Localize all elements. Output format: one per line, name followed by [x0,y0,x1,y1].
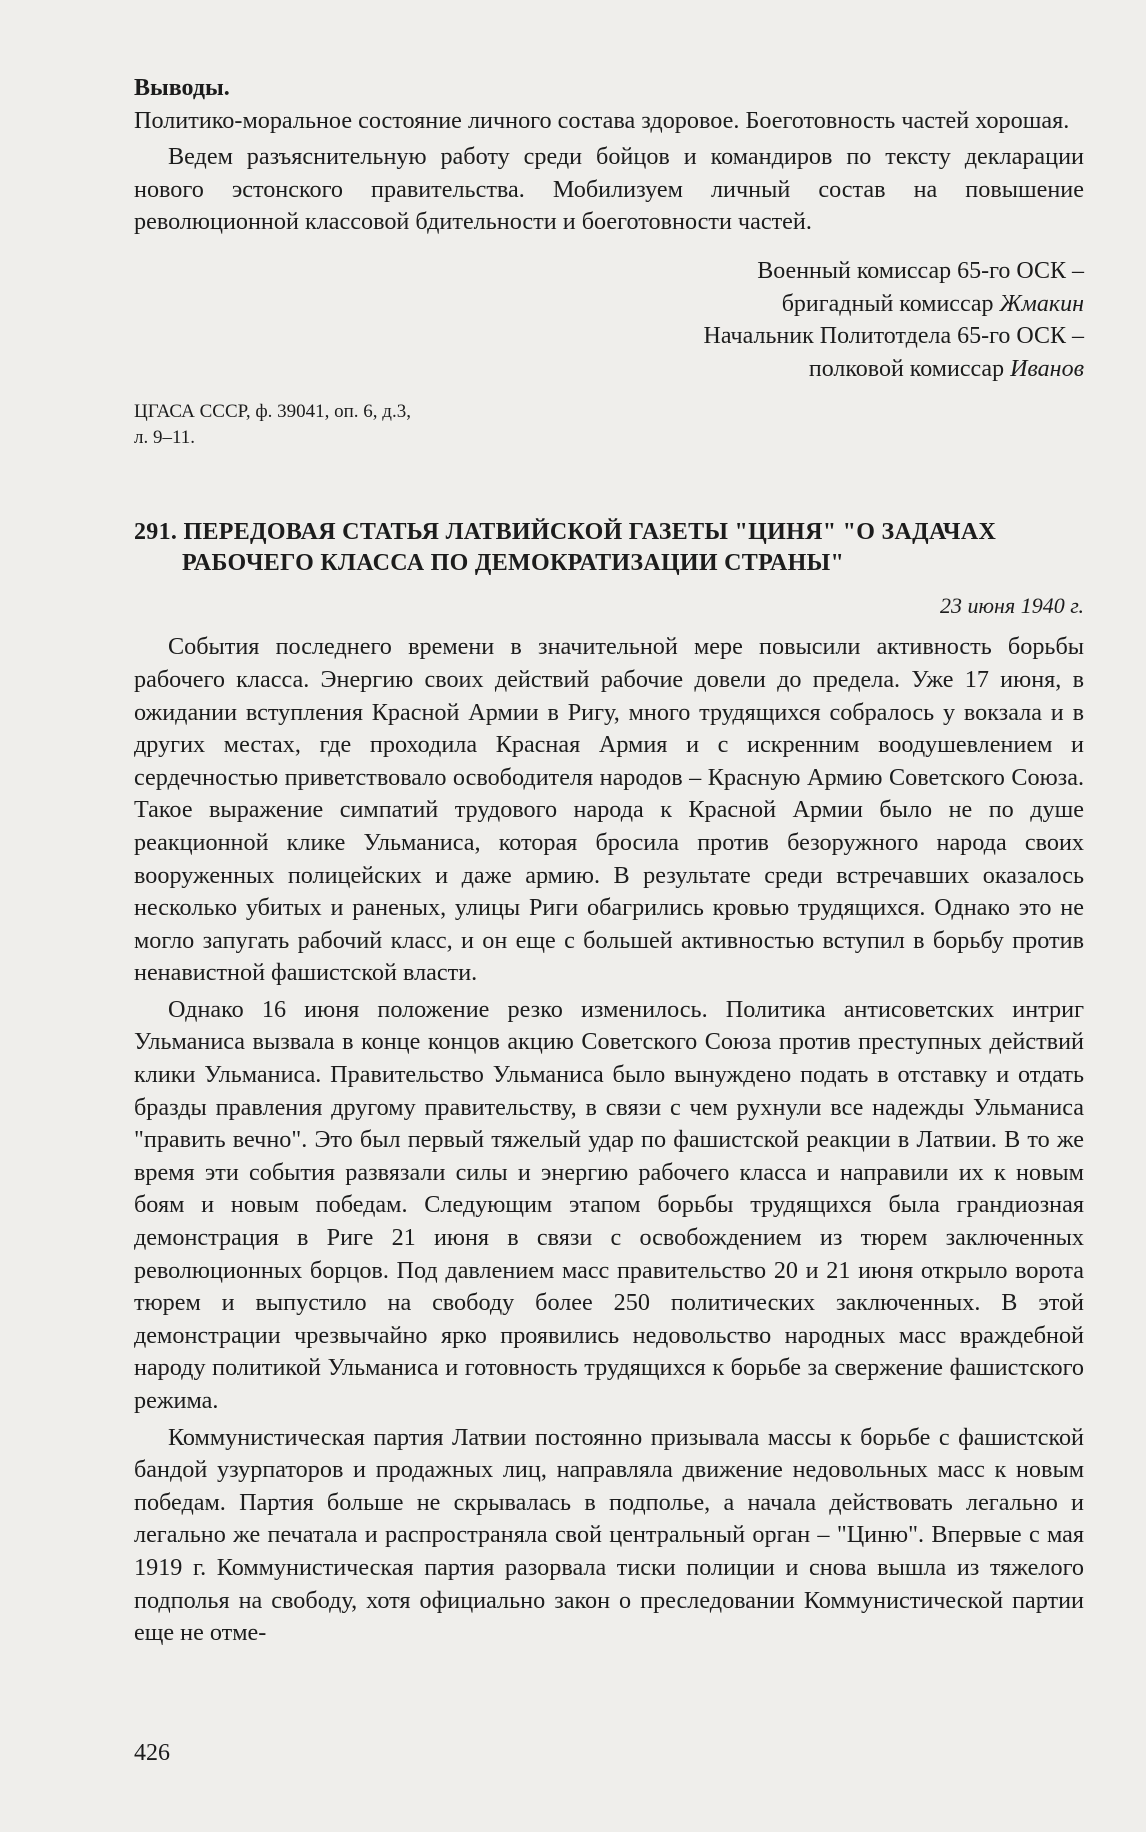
signatory-name-1: Жмакин [999,290,1084,317]
document-title-line-1: 291. ПЕРЕДОВАЯ СТАТЬЯ ЛАТВИЙСКОЙ ГАЗЕТЫ "ЦИНЯ" "О ЗАДАЧАХ [134,519,997,546]
document-title [134,517,1084,579]
article-paragraph-3: Коммунистическая партия Латвии постоянно призывала массы к борьбе с фашистской бандой узурпаторов и продажных лиц, направляла движение недовольных масс к новым победам. Партия больше не скрывалась в подполье, а начала действовать легально и легально же печатала и распространяла свой центральный орган – "Циню". Впервые с мая 1919 г. Коммунистическая партия разорвала тиски полиции и снова вышла из тяжелого подполья на свободу, хотя официально закон о преследовании Коммунистической партии еще не отме- [134,1423,1084,1647]
signature-line-4: полковой комиссар Иванов [808,355,1084,382]
document-date: 23 июня 1940 г. [940,593,1084,619]
signature-line-2: бригадный комиссар Жмакин [781,290,1084,317]
archive-reference-line-2: л. 9–11. [134,427,196,449]
signature-line-1: Военный комиссар 65-го ОСК – [757,257,1084,284]
signatory-name-2: Иванов [1010,355,1084,382]
archive-reference [134,399,1084,451]
signature-line-3: Начальник Политотдела 65-го ОСК – [703,323,1084,350]
archive-reference-line-1: ЦГАСА СССР, ф. 39041, оп. 6, д.3, [134,401,411,423]
page-number: 426 [134,1740,170,1766]
text-column [134,72,1084,1650]
conclusions-paragraph-1: Политико-моральное состояние личного состава здоровое. Боеготовность частей хорошая. [134,106,1070,134]
article-paragraph-2: Однако 16 июня положение резко изменилось. Политика антисоветских интриг Ульманиса вызвала в конце концов акцию Советского Союза против преступных действий клики Ульманиса. Правительство Ульманиса было вынуждено подать в отставку и отдать бразды правления другому правительству, в связи с чем рухнули все надежды Ульманиса "править вечно". Это был первый тяжелый удар по фашистской реакции в Латвии. В то же время эти события развязали силы и энергию рабочего класса и направили их к новым боям и новым победам. Следующим этапом борьбы трудящихся была грандиозная демонстрация в Риге 21 июня в связи с освобождением из тюрем заключенных революционных борцов. Под давлением масс правительство 20 и 21 июня открыло ворота тюрем и выпустило на свободу более 250 политических заключенных. В этой демонстрации чрезвычайно ярко проявились недовольство народных масс враждебной народу политикой Ульманиса и готовность трудящихся к борьбе за свержение фашистского режима. [134,995,1084,1414]
document-title-line-2: РАБОЧЕГО КЛАССА ПО ДЕМОКРАТИЗАЦИИ СТРАНЫ" [182,550,845,577]
article-paragraph-1: События последнего времени в значительной мере повысили активность борьбы рабочего класса. Энергию своих действий рабочие довели до предела. Уже 17 июня, в ожидании вступления Красной Армии в Ригу, много трудящихся собралось у вокзала и в других местах, где проходила Красная Армия и с искренним воодушевлением и сердечностью приветствовало освободителя народов – Красную Армию Советского Союза. Такое выражение симпатий трудового народа к Красной Армии было не по душе реакционной клике Ульманиса, которая бросила против безоружного народа своих вооруженных полицейских и даже армию. В результате среди встречавших оказалось несколько убитых и раненых, улицы Риги обагрились кровью трудящихся. Однако это не могло запугать рабочий класс, и он еще с большей активностью вступил в борьбу против ненавистной фашистской власти. [134,633,1084,987]
signature-block [134,255,1084,385]
conclusions-paragraph-2: Ведем разъяснительную работу среди бойцов и командиров по тексту декларации нового эстонского правительства. Мобилизуем личный состав на повышение революционной классовой бдительности и боеготовности частей. [134,143,1084,236]
conclusions-heading: Выводы. [134,75,230,101]
